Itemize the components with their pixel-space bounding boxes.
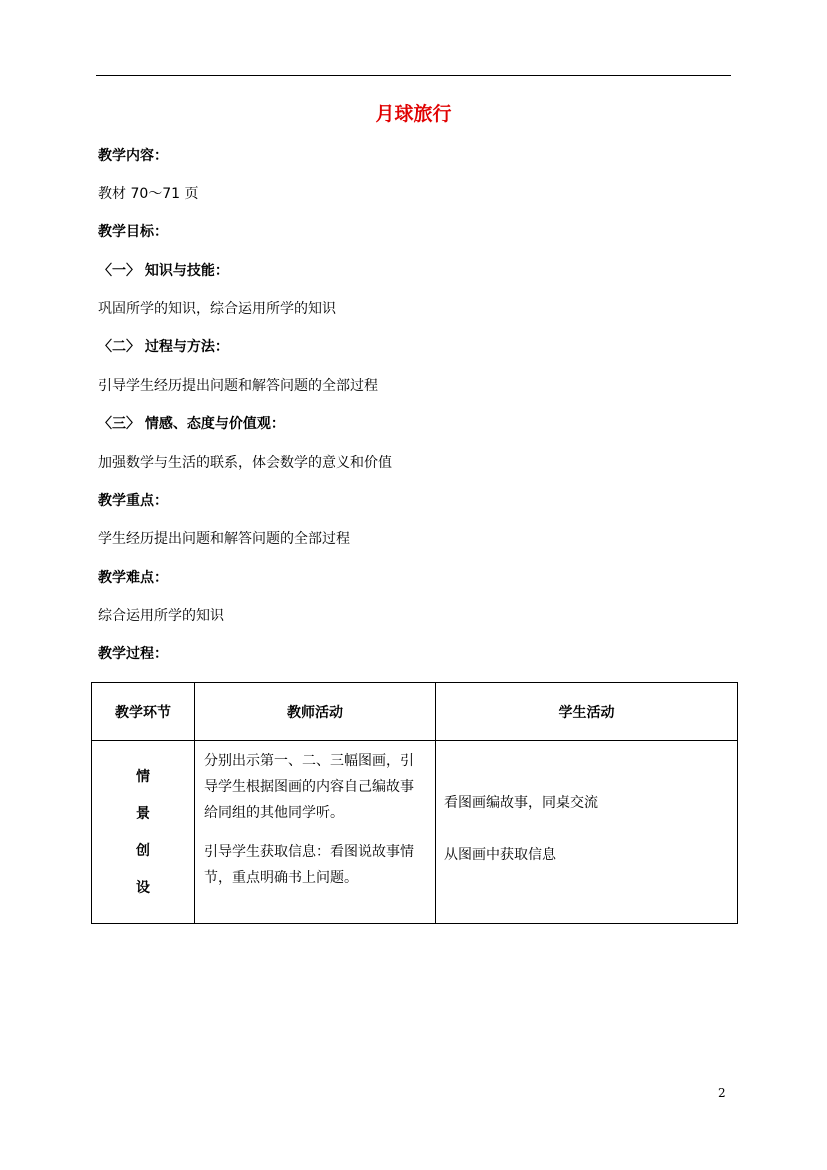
difficulty-text: 综合运用所学的知识 xyxy=(98,608,224,624)
goal3-heading: 〈三〉 情感、态度与价值观： xyxy=(98,416,285,432)
difficulty-heading: 教学难点： xyxy=(98,570,168,586)
process-table xyxy=(91,682,738,924)
key-points-heading: 教学重点： xyxy=(98,493,168,509)
goal2-text: 引导学生经历提出问题和解答问题的全部过程 xyxy=(98,378,378,394)
header-teacher-activity: 教师活动 xyxy=(195,683,436,741)
student-activity-cell xyxy=(436,741,738,924)
stage-char: 景 xyxy=(136,805,150,822)
stage-cell xyxy=(92,741,195,924)
stage-char: 创 xyxy=(136,842,150,859)
teacher-activity-text: 引导学生获取信息：看图说故事情节，重点明确书上问题。 xyxy=(204,844,414,886)
content-heading: 教学内容： xyxy=(98,148,168,164)
table-row xyxy=(92,741,738,924)
goal1-heading: 〈一〉 知识与技能： xyxy=(98,263,229,279)
goal2-heading: 〈二〉 过程与方法： xyxy=(98,339,229,355)
page-number: 2 xyxy=(718,1086,726,1100)
teacher-activity-cell xyxy=(195,741,436,924)
student-activity-text: 从图画中获取信息 xyxy=(444,847,556,863)
process-heading: 教学过程： xyxy=(98,646,168,662)
header-stage: 教学环节 xyxy=(92,683,195,741)
header-rule xyxy=(96,75,731,76)
goal1-text: 巩固所学的知识，综合运用所学的知识 xyxy=(98,301,336,317)
stage-char: 设 xyxy=(136,879,150,896)
document-title: 月球旅行 xyxy=(375,103,452,125)
goals-heading: 教学目标： xyxy=(98,224,168,240)
table-header-row xyxy=(92,683,738,741)
teacher-activity-text: 分别出示第一、二、三幅图画，引导学生根据图画的内容自己编故事给同组的其他同学听。 xyxy=(204,753,414,821)
key-points-text: 学生经历提出问题和解答问题的全部过程 xyxy=(98,531,350,547)
student-activity-text: 看图画编故事，同桌交流 xyxy=(444,795,598,811)
stage-char: 情 xyxy=(136,768,150,785)
content-text: 教材 70～71 页 xyxy=(98,186,199,202)
goal3-text: 加强数学与生活的联系，体会数学的意义和价值 xyxy=(98,455,392,471)
header-student-activity: 学生活动 xyxy=(436,683,738,741)
